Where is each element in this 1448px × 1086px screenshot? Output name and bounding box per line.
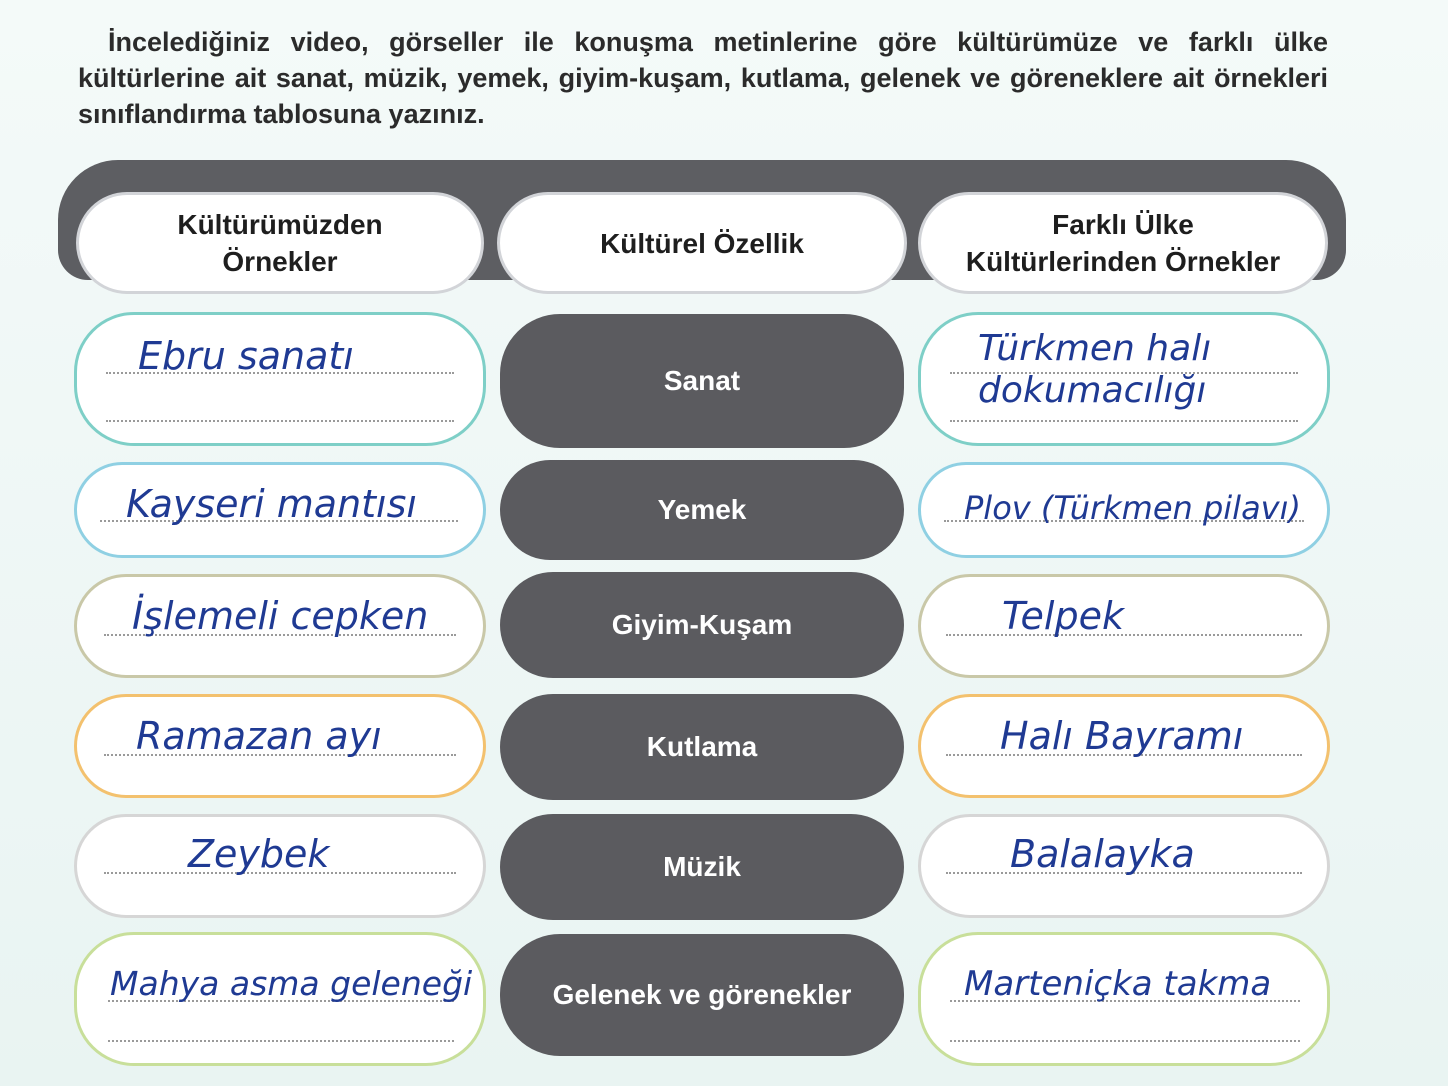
header-foreign: Farklı Ülke Kültürlerinden Örnekler <box>918 192 1328 294</box>
ours-answer-celebration: Ramazan ayı <box>136 714 382 758</box>
ours-answer-clothing: İşlemeli cepken <box>132 594 429 638</box>
answer-line <box>108 1040 454 1042</box>
answer-line <box>950 1040 1300 1042</box>
ours-pill-art <box>74 312 486 446</box>
category-food: Yemek <box>500 460 904 560</box>
answer-line <box>106 420 454 422</box>
foreign-answer-clothing: Telpek <box>1002 594 1124 638</box>
answer-line <box>950 420 1298 422</box>
foreign-answer-celebration: Halı Bayramı <box>1000 714 1244 758</box>
ours-answer-music: Zeybek <box>188 832 330 876</box>
foreign-answer-tradition: Marteniçka takma <box>964 964 1272 1004</box>
ours-answer-tradition: Mahya asma geleneği <box>110 964 473 1003</box>
category-celebration: Kutlama <box>500 694 904 800</box>
foreign-pill-clothing <box>918 574 1330 678</box>
instruction-text: İncelediğiniz video, görseller ile konuşma metinlerine göre kültürümüze ve farklı ülke kültürlerine ait sanat, müzik, yemek, giyim-kuşam, kutlama, gelenek ve göreneklere ait örnekleri sınıflandırma tablosuna yazınız. <box>78 27 1328 129</box>
header-ours: Kültürümüzden Örnekler <box>76 192 484 294</box>
foreign-answer-music: Balalayka <box>1010 832 1195 876</box>
category-art: Sanat <box>500 314 904 448</box>
category-clothing: Giyim-Kuşam <box>500 572 904 678</box>
answer-line <box>946 634 1302 636</box>
foreign-answer-art: Türkmen halı dokumacılığı <box>978 328 1212 411</box>
foreign-answer-food: Plov (Türkmen pilavı) <box>964 489 1301 527</box>
ours-answer-food: Kayseri mantısı <box>126 482 417 526</box>
ours-answer-art: Ebru sanatı <box>138 334 354 378</box>
category-tradition: Gelenek ve görenekler <box>500 934 904 1056</box>
header-category: Kültürel Özellik <box>497 192 907 294</box>
category-music: Müzik <box>500 814 904 920</box>
